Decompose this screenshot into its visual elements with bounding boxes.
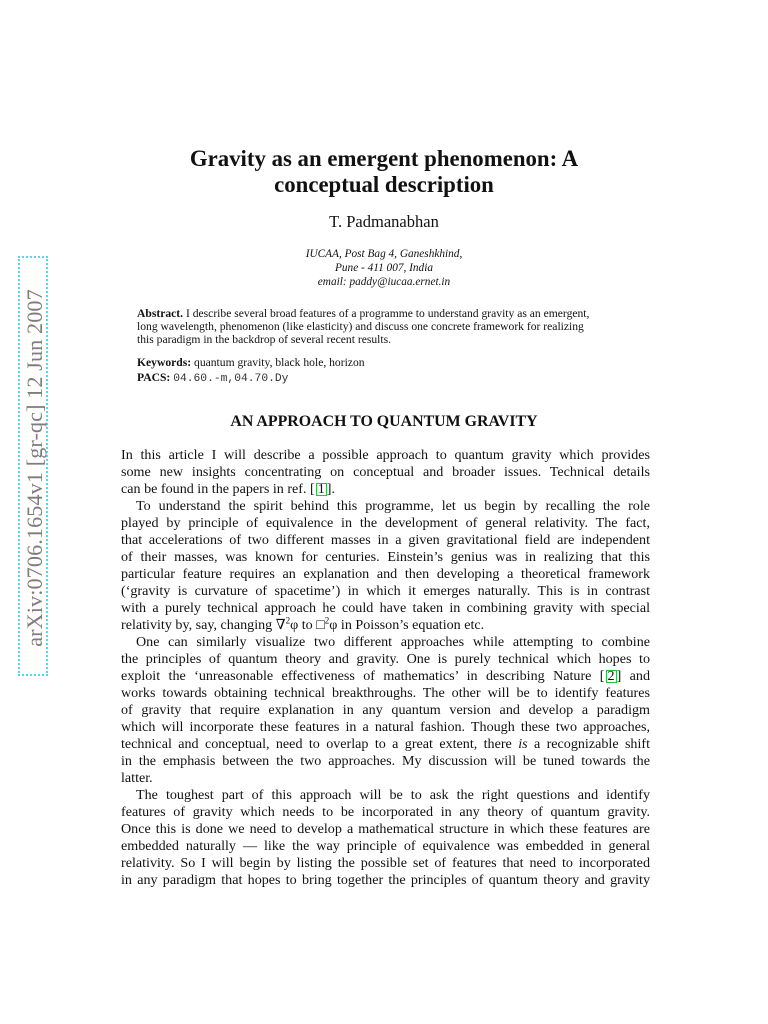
- paragraph-2-line-6: (‘gravity is curvature of spacetime’) in which it emerges naturally. This is in contrast: [121, 583, 650, 599]
- paper-title: [120, 146, 648, 198]
- paragraph-4-line-5: relativity. So I will begin by listing the possible set of features that need to incorporated: [121, 855, 650, 871]
- abstract-text-line-3: this paradigm in the backdrop of several recent results.: [137, 333, 392, 346]
- citation-link-1[interactable]: 1: [317, 481, 325, 497]
- paragraph-1: [121, 447, 650, 498]
- abstract-text-line-1: I describe several broad features of a programme to understand gravity as an emergent,: [185, 307, 590, 320]
- abstract-line-1: [137, 307, 657, 320]
- paragraph-2-line-3: that accelerations of two different masses in a given gravitational field are independent: [121, 532, 650, 548]
- paragraph-4-line-2: features of gravity which needs to be incorporated in any theory of quantum gravity.: [121, 804, 650, 820]
- paragraph-3-line-7: [121, 736, 650, 753]
- emphasis-lead: technical and conceptual, need to overlap to a great extent, there: [121, 736, 519, 752]
- paragraph-3-line-8: in the emphasis between the two approaches. My discussion will be tuned towards the: [121, 753, 650, 769]
- reference-lead: can be found in the papers in ref. [: [121, 481, 315, 497]
- emphasis-tail: a recognizable shift: [527, 736, 651, 752]
- pacs-codes: 04.60.-m,04.70.Dy: [173, 373, 289, 385]
- nature-reference-lead: exploit the ‘unreasonable effectiveness of mathematics’ in describing Nature [: [121, 668, 605, 684]
- pacs-line: [137, 371, 288, 386]
- affiliation-line-1: IUCAA, Post Bag 4, Ganeshkhind,: [305, 248, 463, 260]
- paragraph-4-line-1: The toughest part of this approach will be to ask the right questions and identify: [136, 787, 650, 803]
- reference-tail: ].: [326, 481, 335, 497]
- emphasis-word: is: [518, 736, 528, 752]
- nature-reference-tail: ] and: [616, 668, 650, 684]
- abstract-text-line-2: long wavelength, phenomenon (like elasticity) and discuss one concrete framework for realizing: [137, 320, 584, 333]
- paragraph-4-line-3: Once this is done we need to develop a mathematical structure in which these features are: [121, 821, 650, 837]
- author-affiliation: [120, 247, 648, 289]
- citation-link-2[interactable]: 2: [607, 668, 615, 684]
- paragraph-1-line-1: In this article I will describe a possible approach to quantum gravity which provides: [121, 447, 650, 463]
- keywords-label: Keywords:: [137, 356, 192, 369]
- paragraph-4-line-6: in any paradigm that hopes to bring together the principles of quantum theory and gravity: [121, 872, 650, 888]
- title-line-2: conceptual description: [274, 172, 494, 197]
- box-operator-text: φ to □: [290, 617, 325, 633]
- title-line-1: Gravity as an emergent phenomenon: A: [189, 146, 579, 171]
- paragraph-3-line-1: One can similarly visualize two different approaches while attempting to combine: [136, 634, 650, 650]
- body-text: [121, 447, 650, 889]
- pacs-label: PACS:: [137, 371, 171, 384]
- paragraph-4-line-4: embedded naturally — like the way principle of equivalence was embedded in general: [121, 838, 650, 854]
- author-name: T. Padmanabhan: [329, 212, 439, 231]
- paragraph-4: [121, 787, 650, 889]
- paragraph-2-line-8: [121, 617, 650, 634]
- abstract-label: Abstract.: [137, 307, 184, 320]
- paragraph-3-line-5: of gravity that require explanation in any quantum version and develop a paradigm: [121, 702, 650, 718]
- box-exponent: 2: [324, 615, 330, 626]
- paragraph-2-line-2: played by principle of equivalence in the development of general relativity. The fact,: [121, 515, 650, 531]
- paragraph-2-line-5: particular feature requires an explanation and then developing a theoretical framework: [121, 566, 650, 582]
- paragraph-3-line-3: [121, 668, 650, 685]
- keywords-line: [137, 356, 365, 370]
- paragraph-1-line-2: some new insights concentrating on conceptual and broader issues. Technical details: [121, 464, 650, 480]
- affiliation-line-2: Pune - 411 007, India: [335, 262, 433, 274]
- paragraph-2-line-1: To understand the spirit behind this programme, let us begin by recalling the role: [136, 498, 650, 514]
- paragraph-3-line-2: the principles of quantum theory and gravity. One is purely technical which hopes to: [121, 651, 650, 667]
- equation-tail: φ in Poisson’s equation etc.: [329, 617, 485, 633]
- laplacian-exponent: 2: [285, 615, 291, 626]
- arxiv-sidebar-stamp: [18, 256, 48, 676]
- arxiv-id-text: arXiv:0706.1654v1 [gr-qc] 12 Jun 2007: [21, 289, 47, 647]
- paragraph-3: [121, 634, 650, 787]
- keywords-value: quantum gravity, black hole, horizon: [194, 356, 365, 369]
- paragraph-3-line-9: latter.: [121, 770, 153, 786]
- section-heading: AN APPROACH TO QUANTUM GRAVITY: [230, 413, 538, 430]
- paragraph-2: [121, 498, 650, 634]
- paragraph-3-line-6: which will incorporate these features in a natural fashion. Though these two approaches,: [121, 719, 650, 735]
- author-email: email: paddy@iucaa.ernet.in: [317, 276, 451, 288]
- equation-prefix: relativity by, say, changing ∇: [121, 617, 286, 633]
- paragraph-2-line-7: with a purely technical approach he could have taken in combining gravity with special: [121, 600, 650, 616]
- paragraph-1-line-3: [121, 481, 650, 498]
- paragraph-2-line-4: of their masses, was known for centuries. Einstein’s genius was in realizing that this: [121, 549, 650, 565]
- paragraph-3-line-4: works towards obtaining technical breakthroughs. The other will be to identify features: [121, 685, 650, 701]
- abstract-block: [137, 307, 657, 346]
